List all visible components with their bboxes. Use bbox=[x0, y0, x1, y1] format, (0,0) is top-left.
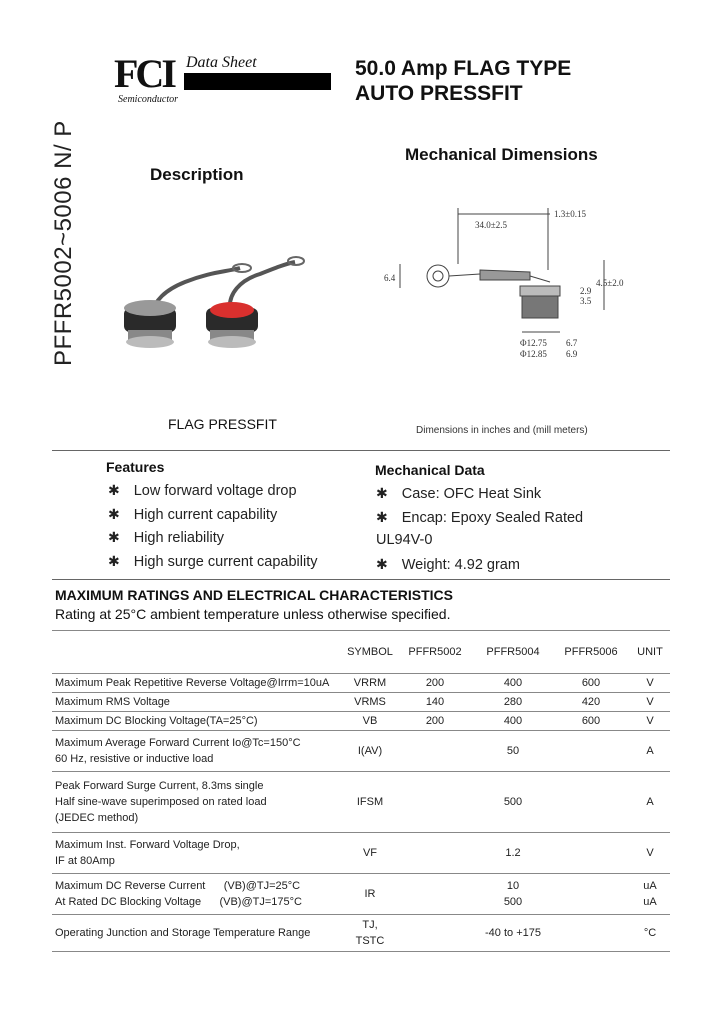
divider-mid bbox=[52, 579, 670, 580]
part-number-vertical: PFFR5002~5006 N/ P bbox=[50, 120, 77, 366]
table-row: Maximum DC Blocking Voltage(TA=25°C) VB 200 400 600 V bbox=[52, 712, 670, 731]
table-header-row bbox=[52, 631, 670, 674]
table-row-ir: Maximum DC Reverse Current (VB)@TJ=25°C At Rated DC Blocking Voltage (VB)@TJ=175°C IR 10 500 uA uA bbox=[52, 874, 670, 915]
mechanical-dimensions-heading: Mechanical Dimensions bbox=[405, 145, 598, 164]
mechanical-data-list bbox=[376, 485, 583, 579]
fci-logo: FCI bbox=[114, 51, 174, 96]
col-pffr5002: PFFR5002 bbox=[396, 631, 474, 674]
mechanical-data-heading: Mechanical Data bbox=[375, 462, 485, 478]
feature-item: ✱ Low forward voltage drop bbox=[108, 482, 297, 499]
mech-item: ✱ Weight: 4.92 gram bbox=[376, 555, 520, 573]
table-row-surge: Peak Forward Surge Current, 8.3ms single Half sine-wave superimposed on rated load (JEDEC method) IFSM 500 A bbox=[52, 772, 670, 833]
ratings-subheading: Rating at 25°C ambient temperature unless otherwise specified. bbox=[55, 606, 451, 622]
dim-lead: 1.3±0.15 bbox=[554, 209, 586, 219]
doc-title bbox=[355, 56, 571, 106]
feature-item: ✱ High current capability bbox=[108, 505, 278, 523]
title-line-2: AUTO PRESSFIT bbox=[355, 82, 523, 105]
product-photo bbox=[110, 250, 310, 360]
bullet-star-icon: ✱ bbox=[376, 508, 388, 525]
table-row-avg-current: Maximum Average Forward Current Io@Tc=150°C 60 Hz, resistive or inductive load I(AV) 50 A bbox=[52, 731, 670, 772]
feature-list bbox=[108, 482, 318, 576]
feature-item: ✱ High reliability bbox=[108, 529, 224, 546]
ratings-heading: MAXIMUM RATINGS AND ELECTRICAL CHARACTERISTICS bbox=[55, 587, 453, 603]
col-pffr5006: PFFR5006 bbox=[552, 631, 630, 674]
bullet-star-icon: ✱ bbox=[108, 505, 120, 522]
table-row: Maximum RMS Voltage VRMS 140 280 420 V bbox=[52, 693, 670, 712]
dimension-drawing bbox=[380, 200, 640, 365]
logo-subtitle: Semiconductor bbox=[118, 94, 178, 105]
title-line-1: 50.0 Amp FLAG TYPE bbox=[355, 57, 572, 80]
description-heading: Description bbox=[150, 165, 244, 184]
table-row-vf: Maximum Inst. Forward Voltage Drop, IF at 80Amp VF 1.2 V bbox=[52, 833, 670, 874]
table-row-temp: Operating Junction and Storage Temperature Range TJ, TSTC -40 to +175 °C bbox=[52, 915, 670, 952]
feature-item: ✱ High surge current capability bbox=[108, 552, 318, 570]
dim-thick-a: 6.7 bbox=[566, 338, 578, 348]
table-row: Maximum Peak Repetitive Reverse Voltage@Irrm=10uA VRRM 200 400 600 V bbox=[52, 674, 670, 693]
features-heading: Features bbox=[106, 459, 165, 475]
mech-item: ✱ Case: OFC Heat Sink bbox=[376, 485, 542, 502]
dim-eyelet: 6.4 bbox=[384, 273, 396, 283]
bullet-star-icon: ✱ bbox=[376, 485, 388, 501]
col-pffr5004: PFFR5004 bbox=[474, 631, 552, 674]
col-unit: UNIT bbox=[630, 631, 670, 674]
dim-dia-b: Φ12.85 bbox=[520, 349, 547, 359]
col-symbol: SYMBOL bbox=[344, 631, 396, 674]
ratings-table bbox=[52, 630, 670, 952]
flag-pressfit-caption: FLAG PRESSFIT bbox=[168, 416, 277, 432]
divider-top bbox=[52, 450, 670, 451]
dim-length: 34.0±2.5 bbox=[475, 220, 507, 230]
logo-bar bbox=[184, 73, 331, 90]
bullet-star-icon: ✱ bbox=[376, 555, 388, 572]
bullet-star-icon: ✱ bbox=[108, 482, 120, 498]
dim-dia-a: Φ12.75 bbox=[520, 338, 547, 348]
mech-item-cont: UL94V-0 bbox=[376, 532, 433, 548]
dim-height-a: 2.9 bbox=[580, 286, 592, 296]
bullet-star-icon: ✱ bbox=[108, 529, 120, 545]
mech-item: ✱ Encap: Epoxy Sealed Rated bbox=[376, 508, 584, 526]
dimension-note: Dimensions in inches and (mill meters) bbox=[416, 425, 588, 436]
dim-thick-b: 6.9 bbox=[566, 349, 578, 359]
logo-tagline: Data Sheet bbox=[186, 54, 257, 71]
dim-angle: 4.5±2.0 bbox=[596, 278, 624, 288]
bullet-star-icon: ✱ bbox=[108, 552, 120, 569]
dim-height-b: 3.5 bbox=[580, 296, 592, 306]
